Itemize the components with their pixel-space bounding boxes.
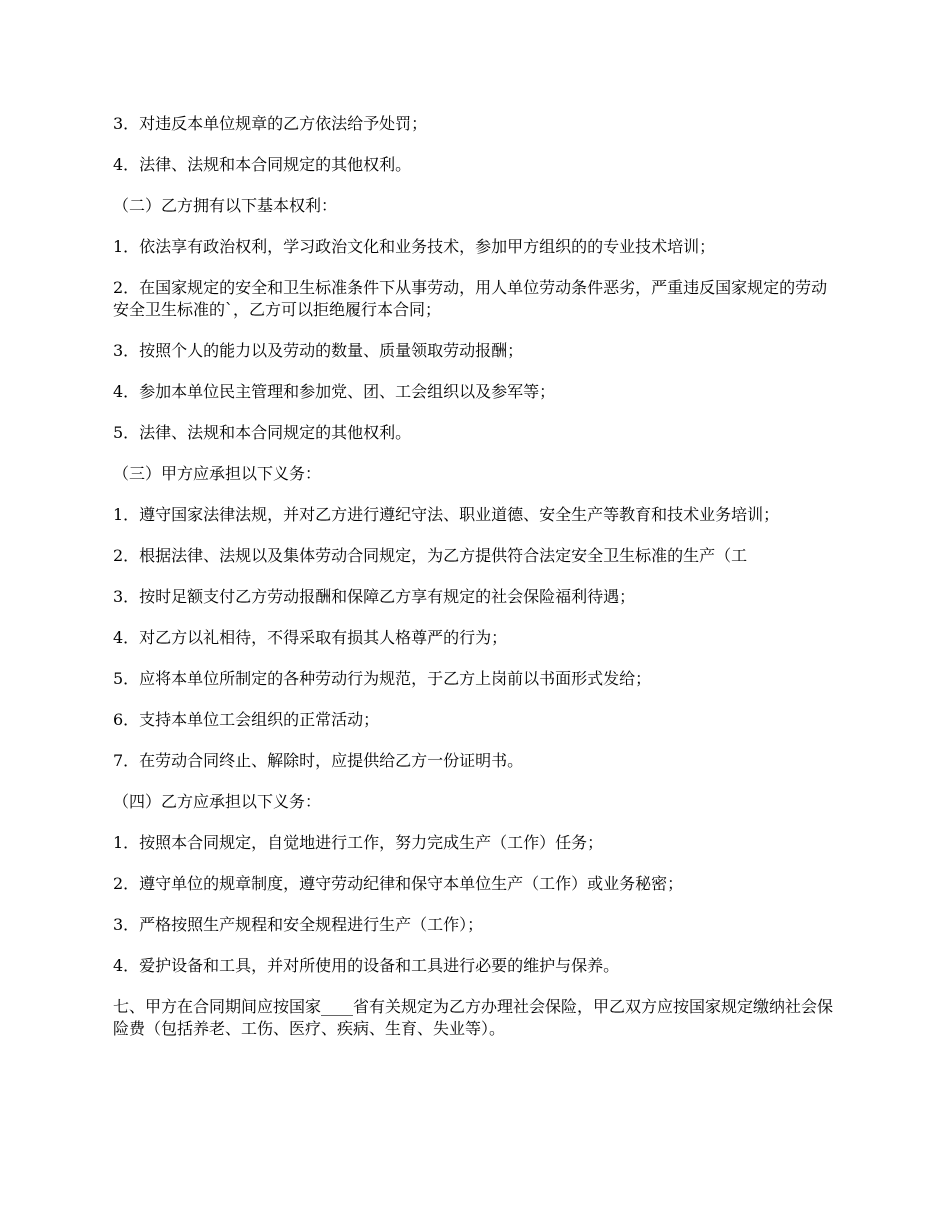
paragraph-rights-b-2: 2．在国家规定的安全和卫生标准条件下从事劳动，用人单位劳动条件恶劣，严重违反国家规定的劳动安全卫生标准的`，乙方可以拒绝履行本合同；: [113, 278, 828, 319]
paragraph-duties-a-1: 1．遵守国家法律法规，并对乙方进行遵纪守法、职业道德、安全生产等教育和技术业务培训；: [113, 505, 780, 524]
section-heading-party-b-rights: （二）乙方拥有以下基本权利：: [113, 196, 338, 215]
paragraph-rights-a-4: 4．法律、法规和本合同规定的其他权利。: [113, 155, 412, 174]
paragraph-duties-a-5: 5．应将本单位所制定的各种劳动行为规范，于乙方上岗前以书面形式发给；: [113, 669, 652, 688]
paragraph-rights-b-5: 5．法律、法规和本合同规定的其他权利。: [113, 423, 412, 442]
document-body: [113, 113, 837, 1040]
paragraph-duties-a-4: 4．对乙方以礼相待，不得采取有损其人格尊严的行为；: [113, 628, 508, 647]
paragraph-social-insurance: 七、甲方在合同期间应按国家____省有关规定为乙方办理社会保险，甲乙双方应按国家规定缴纳社会保险费（包括养老、工伤、医疗、疾病、生育、失业等）。: [113, 997, 834, 1038]
paragraph-duties-b-3: 3．严格按照生产规程和安全规程进行生产（工作）；: [113, 915, 484, 934]
paragraph-duties-a-2: 2．根据法律、法规以及集体劳动合同规定，为乙方提供符合法定安全卫生标准的生产（工: [113, 546, 748, 565]
paragraph-duties-b-1: 1．按照本合同规定，自觉地进行工作，努力完成生产（工作）任务；: [113, 833, 604, 852]
paragraph-rights-b-4: 4．参加本单位民主管理和参加党、团、工会组织以及参军等；: [113, 382, 556, 401]
paragraph-rights-a-3: 3．对违反本单位规章的乙方依法给予处罚；: [113, 114, 428, 133]
paragraph-duties-a-3: 3．按时足额支付乙方劳动报酬和保障乙方享有规定的社会保险福利待遇；: [113, 587, 636, 606]
paragraph-duties-a-7: 7．在劳动合同终止、解除时，应提供给乙方一份证明书。: [113, 751, 524, 770]
section-heading-party-a-duties: （三）甲方应承担以下义务：: [113, 464, 322, 483]
section-heading-party-b-duties: （四）乙方应承担以下义务：: [113, 792, 322, 811]
paragraph-rights-b-3: 3．按照个人的能力以及劳动的数量、质量领取劳动报酬；: [113, 341, 524, 360]
paragraph-rights-b-1: 1．依法享有政治权利，学习政治文化和业务技术，参加甲方组织的的专业技术培训；: [113, 237, 716, 256]
paragraph-duties-a-6: 6．支持本单位工会组织的正常活动；: [113, 710, 380, 729]
paragraph-duties-b-4: 4．爱护设备和工具，并对所使用的设备和工具进行必要的维护与保养。: [113, 956, 620, 975]
paragraph-duties-b-2: 2．遵守单位的规章制度，遵守劳动纪律和保守本单位生产（工作）或业务秘密；: [113, 874, 684, 893]
